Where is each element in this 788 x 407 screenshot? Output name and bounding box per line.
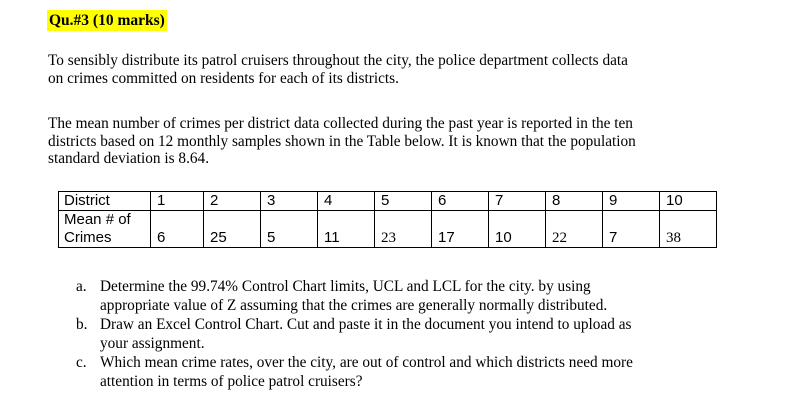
district-cell: 2 xyxy=(204,192,261,211)
district-cell: 9 xyxy=(603,192,660,211)
question-heading: Qu.#3 (10 marks) xyxy=(49,12,165,29)
district-cell: 10 xyxy=(660,192,717,211)
district-label: District xyxy=(59,192,151,211)
task-list xyxy=(48,277,738,391)
mean-cell: 10 xyxy=(489,211,546,248)
district-cell: 8 xyxy=(546,192,603,211)
task-line: Draw an Excel Control Chart. Cut and paste it in the document you intend to upload as xyxy=(100,316,632,333)
description-line: districts based on 12 monthly samples shown in the Table below. It is known that the population xyxy=(48,132,636,150)
district-cell: 3 xyxy=(261,192,318,211)
district-cell: 7 xyxy=(489,192,546,211)
mean-label-line: Crimes xyxy=(64,229,112,246)
district-row xyxy=(59,192,717,211)
intro-line: on crimes committed on residents for each of its districts. xyxy=(48,69,399,87)
mean-cell: 11 xyxy=(318,211,375,248)
mean-cell: 25 xyxy=(204,211,261,248)
intro-line: To sensibly distribute its patrol cruisers throughout the city, the police department collects data xyxy=(48,52,628,69)
mean-crimes-label xyxy=(59,211,151,248)
intro-paragraph xyxy=(48,52,748,87)
mean-cell: 5 xyxy=(261,211,318,248)
task-marker: b. xyxy=(76,316,88,333)
mean-cell: 22 xyxy=(546,211,603,248)
district-cell: 1 xyxy=(151,192,204,211)
mean-cell: 23 xyxy=(375,211,432,248)
task-item-a xyxy=(48,277,738,315)
task-marker: c. xyxy=(76,354,87,371)
mean-cell: 38 xyxy=(660,211,717,248)
description-line: The mean number of crimes per district data collected during the past year is reported in the ten xyxy=(48,115,633,132)
task-marker: a. xyxy=(76,278,87,295)
description-line: standard deviation is 8.64. xyxy=(48,150,210,167)
task-line: Determine the 99.74% Control Chart limits, UCL and LCL for the city. by using xyxy=(100,278,591,295)
mean-crimes-row xyxy=(59,211,717,248)
district-cell: 5 xyxy=(375,192,432,211)
mean-cell: 17 xyxy=(432,211,489,248)
task-line: appropriate value of Z assuming that the crimes are generally normally distributed. xyxy=(100,297,608,314)
district-cell: 6 xyxy=(432,192,489,211)
task-line: your assignment. xyxy=(100,335,205,352)
district-cell: 4 xyxy=(318,192,375,211)
data-description-paragraph xyxy=(48,115,748,168)
task-line: Which mean crime rates, over the city, are out of control and which districts need more xyxy=(100,354,633,371)
mean-cell: 6 xyxy=(151,211,204,248)
task-item-b xyxy=(48,315,738,353)
mean-label-line: Mean # of xyxy=(64,211,131,228)
crimes-table xyxy=(58,191,717,248)
mean-cell: 7 xyxy=(603,211,660,248)
task-item-c xyxy=(48,353,738,391)
task-line: attention in terms of police patrol cruisers? xyxy=(100,373,363,390)
